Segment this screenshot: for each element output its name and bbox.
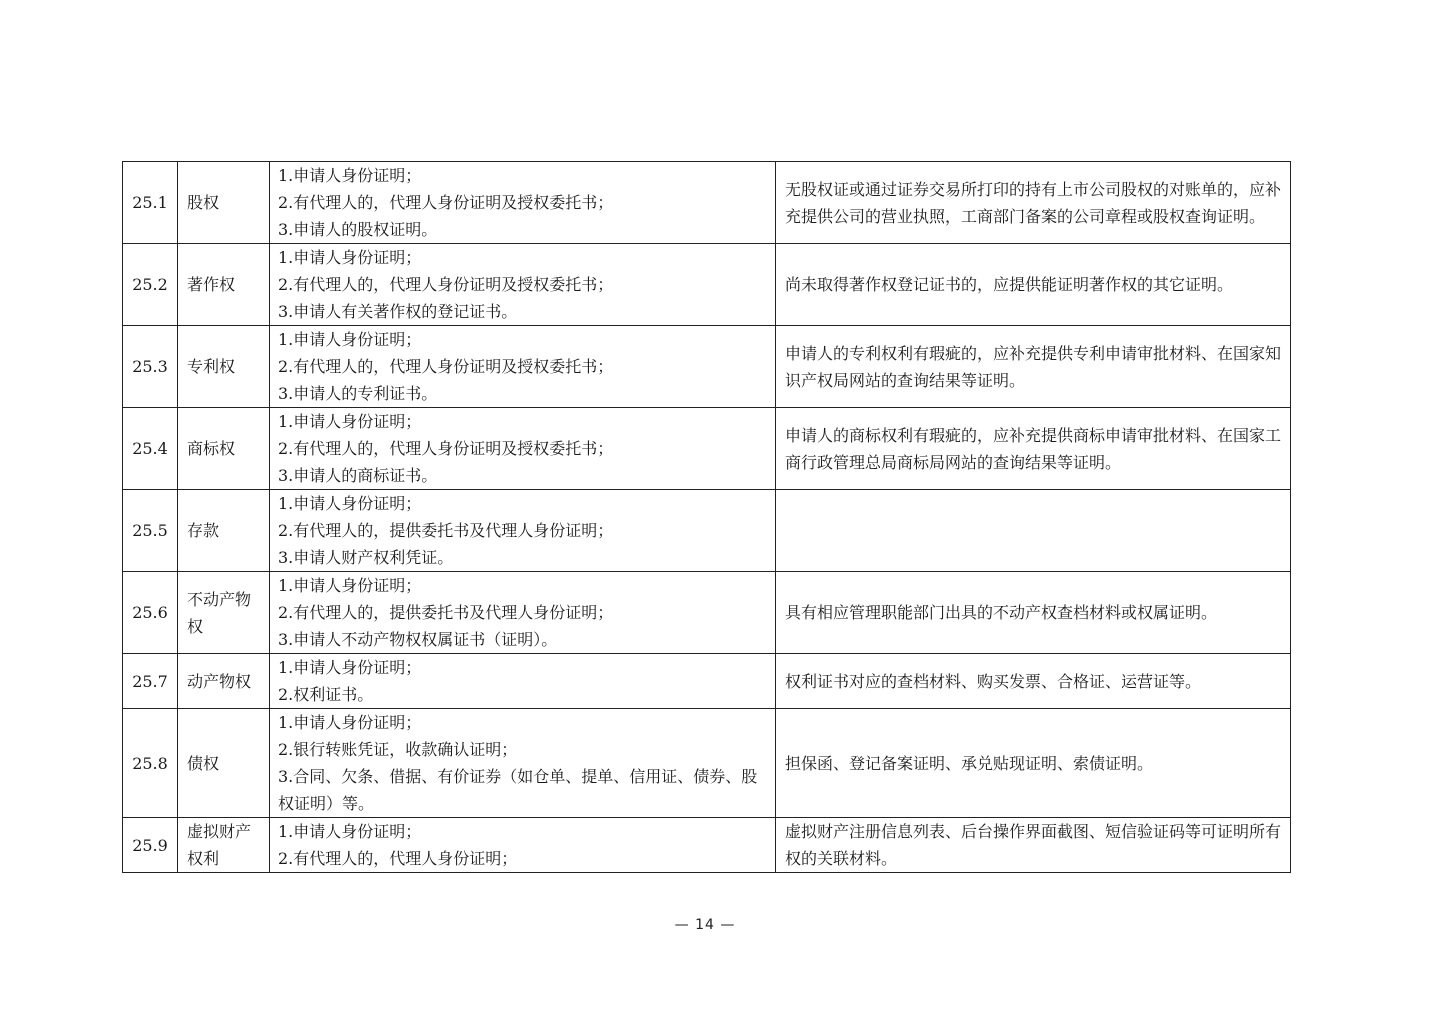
table-row <box>123 572 1291 654</box>
right-type: 债权 <box>178 709 270 818</box>
requirements-cell <box>270 326 776 408</box>
requirements-cell <box>270 654 776 709</box>
requirement-line: 3.合同、欠条、借据、有价证券（如仓单、提单、信用证、债券、股权证明）等。 <box>278 767 758 813</box>
notes-cell: 虚拟财产注册信息列表、后台操作界面截图、短信验证码等可证明所有权的关联材料。 <box>776 818 1291 873</box>
requirement-line: 1.申请人身份证明； <box>278 822 422 841</box>
table-row <box>123 408 1291 490</box>
requirement-line: 1.申请人身份证明； <box>278 166 422 185</box>
requirement-line: 1.申请人身份证明； <box>278 412 422 431</box>
requirement-line: 1.申请人身份证明； <box>278 248 422 267</box>
table-row <box>123 709 1291 818</box>
page-number: — 14 — <box>674 917 736 933</box>
requirement-line: 2.有代理人的，提供委托书及代理人身份证明； <box>278 603 614 622</box>
table-row <box>123 326 1291 408</box>
requirement-line: 3.申请人的股权证明。 <box>278 220 438 239</box>
row-number: 25.4 <box>123 408 178 490</box>
row-number: 25.6 <box>123 572 178 654</box>
row-number: 25.1 <box>123 162 178 244</box>
requirements-cell <box>270 818 776 873</box>
notes-cell: 申请人的专利权利有瑕疵的，应补充提供专利申请审批材料、在国家知识产权局网站的查询结果等证明。 <box>776 326 1291 408</box>
row-number: 25.8 <box>123 709 178 818</box>
notes-cell: 无股权证或通过证券交易所打印的持有上市公司股权的对账单的，应补充提供公司的营业执照，工商部门备案的公司章程或股权查询证明。 <box>776 162 1291 244</box>
notes-cell: 申请人的商标权利有瑕疵的，应补充提供商标申请审批材料、在国家工商行政管理总局商标局网站的查询结果等证明。 <box>776 408 1291 490</box>
requirement-line: 2.有代理人的，代理人身份证明及授权委托书； <box>278 193 614 212</box>
requirement-line: 1.申请人身份证明； <box>278 576 422 595</box>
right-type: 不动产物权 <box>178 572 270 654</box>
requirement-line: 1.申请人身份证明； <box>278 658 422 677</box>
row-number: 25.5 <box>123 490 178 572</box>
requirements-cell <box>270 709 776 818</box>
requirement-line: 1.申请人身份证明； <box>278 494 422 513</box>
requirements-cell <box>270 244 776 326</box>
table-row <box>123 490 1291 572</box>
requirement-line: 2.权利证书。 <box>278 685 374 704</box>
notes-cell <box>776 490 1291 572</box>
requirement-line: 3.申请人财产权利凭证。 <box>278 548 454 567</box>
right-type: 虚拟财产权利 <box>178 818 270 873</box>
requirement-line: 3.申请人的专利证书。 <box>278 384 438 403</box>
requirement-line: 2.银行转账凭证，收款确认证明； <box>278 740 518 759</box>
row-number: 25.3 <box>123 326 178 408</box>
right-type: 专利权 <box>178 326 270 408</box>
requirement-line: 2.有代理人的，代理人身份证明； <box>278 849 518 868</box>
requirement-line: 2.有代理人的，代理人身份证明及授权委托书； <box>278 275 614 294</box>
requirements-cell <box>270 572 776 654</box>
notes-cell: 权利证书对应的查档材料、购买发票、合格证、运营证等。 <box>776 654 1291 709</box>
evidence-table <box>122 161 1291 873</box>
table-row <box>123 654 1291 709</box>
right-type: 著作权 <box>178 244 270 326</box>
requirements-cell <box>270 408 776 490</box>
requirement-line: 2.有代理人的，代理人身份证明及授权委托书； <box>278 357 614 376</box>
requirement-line: 3.申请人有关著作权的登记证书。 <box>278 302 518 321</box>
requirement-line: 1.申请人身份证明； <box>278 713 422 732</box>
right-type: 动产物权 <box>178 654 270 709</box>
row-number: 25.9 <box>123 818 178 873</box>
requirement-line: 1.申请人身份证明； <box>278 330 422 349</box>
requirement-line: 3.申请人不动产物权权属证书（证明）。 <box>278 630 558 649</box>
requirements-cell <box>270 162 776 244</box>
right-type: 股权 <box>178 162 270 244</box>
table-row <box>123 818 1291 873</box>
requirement-line: 2.有代理人的，提供委托书及代理人身份证明； <box>278 521 614 540</box>
notes-cell: 尚未取得著作权登记证书的，应提供能证明著作权的其它证明。 <box>776 244 1291 326</box>
notes-cell: 具有相应管理职能部门出具的不动产权查档材料或权属证明。 <box>776 572 1291 654</box>
row-number: 25.2 <box>123 244 178 326</box>
notes-cell: 担保函、登记备案证明、承兑贴现证明、索债证明。 <box>776 709 1291 818</box>
right-type: 商标权 <box>178 408 270 490</box>
table-row <box>123 244 1291 326</box>
requirement-line: 2.有代理人的，代理人身份证明及授权委托书； <box>278 439 614 458</box>
requirements-cell <box>270 490 776 572</box>
requirement-line: 3.申请人的商标证书。 <box>278 466 438 485</box>
row-number: 25.7 <box>123 654 178 709</box>
right-type: 存款 <box>178 490 270 572</box>
table-row <box>123 162 1291 244</box>
